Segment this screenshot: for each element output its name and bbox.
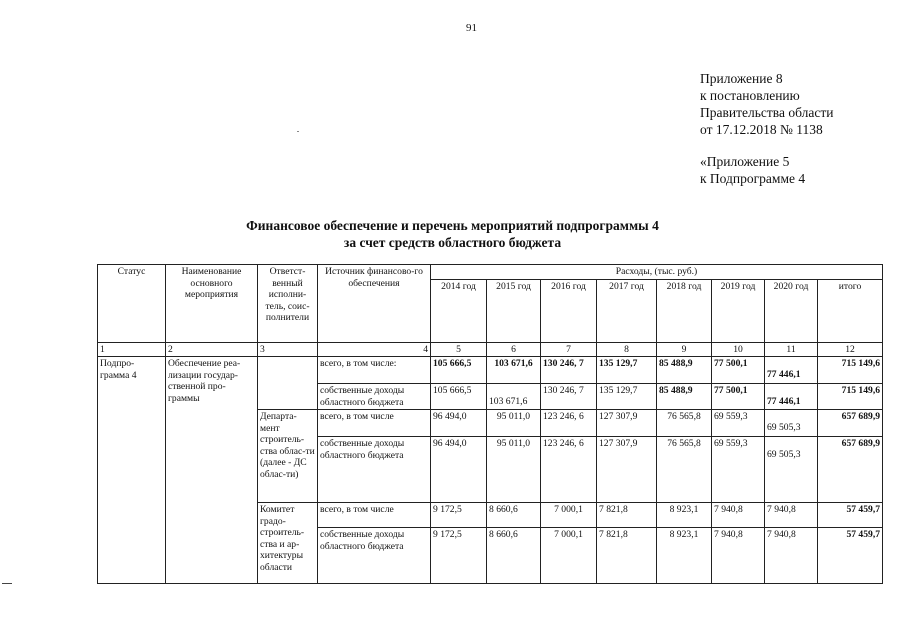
- appendix-line: Приложение 8: [700, 71, 783, 86]
- value-cell: 7 000,1: [541, 528, 597, 584]
- value-cell: 715 149,6: [818, 384, 883, 410]
- value-cell: 76 565,8: [657, 410, 712, 437]
- finance-table: [97, 264, 883, 584]
- status-cell: Подпро-грамма 4: [98, 357, 166, 584]
- value-cell: 7 940,8: [712, 528, 765, 584]
- value-cell: 95 011,0: [487, 437, 541, 503]
- value-cell: 7 821,8: [597, 503, 657, 528]
- value-cell: 8 923,1: [657, 528, 712, 584]
- header-name: Наименование основного мероприятия: [166, 265, 258, 343]
- table-row: [98, 357, 883, 384]
- value-cell: 130 246, 7: [541, 357, 597, 384]
- value-cell: 105 666,5: [431, 384, 487, 410]
- source-cell: всего, в том числе: [318, 503, 431, 528]
- appendix-block: [700, 70, 833, 187]
- value-cell: 103 671,6: [487, 357, 541, 384]
- value-cell: 7 000,1: [541, 503, 597, 528]
- source-cell: всего, в том числе:: [318, 357, 431, 384]
- column-number-row: [98, 342, 883, 357]
- value-cell: 57 459,7: [818, 528, 883, 584]
- header-year: 2018 год: [657, 279, 712, 342]
- col-number: 8: [597, 342, 657, 357]
- col-number: 1: [98, 342, 166, 357]
- value-cell: 103 671,6: [487, 384, 541, 410]
- value-cell: 7 940,8: [712, 503, 765, 528]
- value-cell: 9 172,5: [431, 503, 487, 528]
- title-line-1: Финансовое обеспечение и перечень мероприятий подпрограммы 4: [246, 218, 659, 233]
- col-number: 10: [712, 342, 765, 357]
- source-cell: всего, в том числе: [318, 410, 431, 437]
- value-cell: 657 689,9: [818, 437, 883, 503]
- value-cell: 77 500,1: [712, 384, 765, 410]
- col-number: 7: [541, 342, 597, 357]
- responsible-cell: Департа-мент строитель-ства облас-ти (далее - ДС облас-ти): [258, 410, 318, 503]
- value-cell: 69 505,3: [765, 410, 818, 437]
- name-cell: Обеспечение реа-лизации государ-ственной про-граммы: [166, 357, 258, 584]
- document-title: [0, 217, 905, 251]
- value-cell: 77 500,1: [712, 357, 765, 384]
- appendix-line: к Подпрограмме 4: [700, 171, 806, 186]
- value-cell: 135 129,7: [597, 384, 657, 410]
- value-cell: 127 307,9: [597, 410, 657, 437]
- appendix-line: от 17.12.2018 № 1138: [700, 122, 823, 137]
- header-expenses: Расходы, (тыс. руб.): [431, 265, 883, 280]
- value-cell: 77 446,1: [765, 384, 818, 410]
- header-year: 2014 год: [431, 279, 487, 342]
- value-cell: 8 660,6: [487, 528, 541, 584]
- appendix-line: Правительства области: [700, 105, 834, 120]
- value-cell: 105 666,5: [431, 357, 487, 384]
- value-cell: 85 488,9: [657, 357, 712, 384]
- header-year: 2019 год: [712, 279, 765, 342]
- value-cell: 57 459,7: [818, 503, 883, 528]
- value-cell: 85 488,9: [657, 384, 712, 410]
- value-cell: 135 129,7: [597, 357, 657, 384]
- responsible-cell: [258, 357, 318, 410]
- col-number: 9: [657, 342, 712, 357]
- col-number: 4: [318, 342, 431, 357]
- appendix-line: «Приложение 5: [700, 154, 790, 169]
- page-number: 91: [466, 22, 477, 34]
- margin-mark: [2, 583, 12, 584]
- header-year: 2020 год: [765, 279, 818, 342]
- value-cell: 69 559,3: [712, 410, 765, 437]
- col-number: 5: [431, 342, 487, 357]
- col-number: 12: [818, 342, 883, 357]
- header-responsible: Ответст-венный исполни-тель, соис-полнители: [258, 265, 318, 343]
- value-cell: 123 246, 6: [541, 437, 597, 503]
- value-cell: 657 689,9: [818, 410, 883, 437]
- value-cell: 96 494,0: [431, 437, 487, 503]
- value-cell: 123 246, 6: [541, 410, 597, 437]
- responsible-cell: Комитет градо-строитель-ства и ар-хитектуры области: [258, 503, 318, 584]
- header-total: итого: [818, 279, 883, 342]
- header-year: 2016 год: [541, 279, 597, 342]
- col-number: 2: [166, 342, 258, 357]
- header-year: 2015 год: [487, 279, 541, 342]
- appendix-line: к постановлению: [700, 88, 800, 103]
- col-number: 3: [258, 342, 318, 357]
- col-number: 6: [487, 342, 541, 357]
- value-cell: 76 565,8: [657, 437, 712, 503]
- value-cell: 77 446,1: [765, 357, 818, 384]
- value-cell: 9 172,5: [431, 528, 487, 584]
- source-cell: собственные доходы областного бюджета: [318, 437, 431, 503]
- value-cell: 127 307,9: [597, 437, 657, 503]
- header-source: Источник финансово-го обеспечения: [318, 265, 431, 343]
- title-line-2: за счет средств областного бюджета: [343, 235, 562, 250]
- col-number: 11: [765, 342, 818, 357]
- value-cell: 8 923,1: [657, 503, 712, 528]
- source-cell: собственные доходы областного бюджета: [318, 528, 431, 584]
- value-cell: 715 149,6: [818, 357, 883, 384]
- value-cell: 130 246, 7: [541, 384, 597, 410]
- scan-speck: [297, 131, 299, 132]
- value-cell: 7 821,8: [597, 528, 657, 584]
- value-cell: 69 505,3: [765, 437, 818, 503]
- value-cell: 96 494,0: [431, 410, 487, 437]
- source-cell: собственные доходы областного бюджета: [318, 384, 431, 410]
- value-cell: 95 011,0: [487, 410, 541, 437]
- header-year: 2017 год: [597, 279, 657, 342]
- value-cell: 69 559,3: [712, 437, 765, 503]
- header-status: Статус: [98, 265, 166, 343]
- value-cell: 8 660,6: [487, 503, 541, 528]
- value-cell: 7 940,8: [765, 528, 818, 584]
- value-cell: 7 940,8: [765, 503, 818, 528]
